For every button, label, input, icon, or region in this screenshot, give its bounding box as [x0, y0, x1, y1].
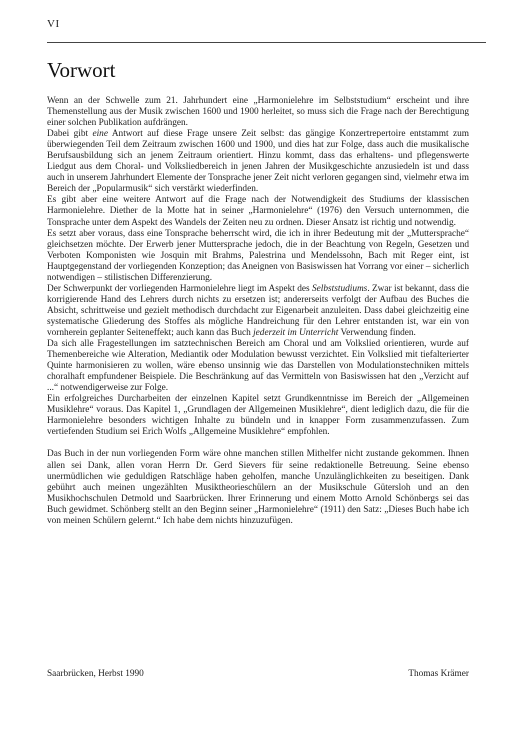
paragraph: Das Buch in der nun vorliegenden Form wäre ohne manchen stillen Mithelfer nicht zustande gekommen. Ihnen allen sei Dank, allen voran Herrn Dr. Gerd Sievers für seine redaktionelle Betreuung. Seine ebenso unermüdlichen wie geduldigen Ratschläge haben geholfen, manche Unzulänglichkeiten zu beseitigen. Dank gebührt auch meinen ungezählten Musiktheorieschülern an der Musikschule Gütersloh und an den Musikhochschulen Detmold und Saarbrücken. Ihrer Erinnerung und einem Motto Arnold Schönbergs sei das Buch gewidmet. Schönberg stellt an den Beginn seiner „Harmonielehre“ (1911) den Satz: „Dieses Buch habe ich von meinen Schülern gelernt.“ Ich habe dem nichts hinzuzufügen. — [47, 449, 469, 526]
body-text — [47, 96, 469, 527]
paragraph: Der Schwerpunkt der vorliegenden Harmonielehre liegt im Aspekt des Selbststudiums. Zwar ist bekannt, dass die korrigierende Hand des Lehrers durch nichts zu ersetzen ist; andererseits verfolgt der Aufbau des Buches die Absicht, schrittweise und gezielt methodisch durchdacht zur Eigenarbeit anzuleiten. Dass dabei gleichzeitig eine systematische Gliederung des Stoffes als mögliche Handreichung für den Lehrer entstanden ist, war ein von vornherein geplanter Seiteneffekt; auch kann das Buch jederzeit im Unterricht Verwendung finden. — [47, 283, 469, 338]
page-number: VI — [47, 18, 60, 30]
emphasis: Selbststudiums — [312, 283, 368, 294]
emphasis: eine — [92, 129, 108, 140]
paragraph: Dabei gibt eine Antwort auf diese Frage unsere Zeit selbst: das gängige Konzertrepertoire entstammt zum überwiegenden Teil dem Zeitraum zwischen 1600 und 1900, und dies hat zur Folge, dass auch die musikalische Berufsausbildung sich an jenem Zeitraum orientiert. Hinzu kommt, dass das erhaltens- und pflegenswerte Liedgut aus dem Choral- und Volksliedbereich in jenen Jahren der Musikgeschichte anzusiedeln ist und dass auch in unserem Jahrhundert Elemente der Tonsprache jener Zeit nicht verloren gegangen sind, vielmehr etwa im Bereich der „Popularmusik“ sich verstärkt wiederfinden. — [47, 129, 469, 195]
paragraph: Da sich alle Fragestellungen im satztechnischen Bereich am Choral und am Volkslied orientieren, wurde auf Themenbereiche wie Alteration, Mediantik oder Modulation bewusst verzichtet. Ein Volkslied mit tiefalterierter Quinte harmonisieren zu wollen, wäre ebenso unsinnig wie das Darstellen von Modulationstechniken mittels choralhaft empfundener Beispiele. Die Beschränkung auf das Vermitteln von Basiswissen hat den „Verzicht auf ...“ notwendigerweise zur Folge. — [47, 339, 469, 394]
emphasis: jederzeit im Unterricht — [253, 327, 339, 338]
paragraph: Ein erfolgreiches Durcharbeiten der einzelnen Kapitel setzt Grundkenntnisse im Bereich der „Allgemeinen Musiklehre“ voraus. Das Kapitel 1, „Grundlagen der Allgemeinen Musiklehre“, dient lediglich dazu, die für die Harmonielehre besonders wichtigen Inhalte zu bündeln und in knapper Form zusammenzufassen. Zum vertiefenden Studium sei Erich Wolfs „Allgemeine Musiklehre“ empfohlen. — [47, 394, 469, 438]
paragraph: Es setzt aber voraus, dass eine Tonsprache beherrscht wird, die ich in ihrer Bedeutung mit der „Muttersprache“ gleichsetzen möchte. Der Erwerb jener Muttersprache jedoch, die in der Beachtung von Regeln, Gesetzen und Verboten Komponisten wie Josquin mit Brahms, Palestrina und Mendelssohn, Bach mit Reger eint, ist Hauptgegenstand der vorliegenden Konzeption; das Aneignen von Basiswissen hat Vorrang vor einer – sicherlich notwendigen – stilistischen Differenzierung. — [47, 228, 469, 283]
page-title: Vorwort — [47, 58, 116, 82]
paragraph: Es gibt aber eine weitere Antwort auf die Frage nach der Notwendigkeit des Studiums der klassischen Harmonielehre. Diether de la Motte hat in seiner „Harmonielehre“ (1976) den Versuch unternommen, die Tonsprache unter dem Aspekt des Wandels der Zeiten neu zu ordnen. Dieser Ansatz ist richtig und notwendig. — [47, 195, 469, 228]
signature-line — [47, 669, 469, 679]
place-date: Saarbrücken, Herbst 1990 — [47, 669, 144, 679]
header-rule — [47, 42, 486, 43]
author-name: Thomas Krämer — [408, 669, 469, 679]
paragraph: Wenn an der Schwelle zum 21. Jahrhundert eine „Harmonielehre im Selbststudium“ erscheint und ihre Themenstellung aus der Musik zwischen 1600 und 1900 herleitet, so muss sich die Frage nach der Berechtigung einer solchen Publikation aufdrängen. — [47, 96, 469, 129]
